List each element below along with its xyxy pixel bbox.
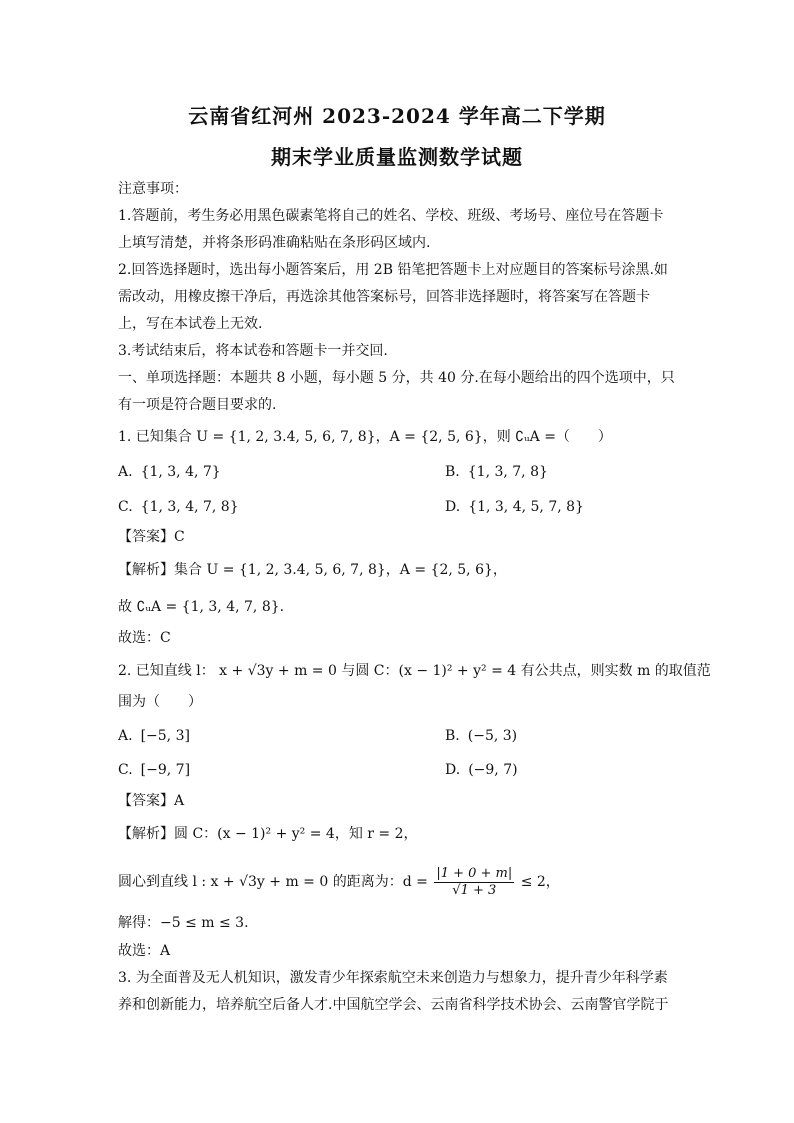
q2-option-d [445,760,518,780]
q1-option-b-label: B. [445,464,460,480]
distance-fraction-denominator: √1 + 3 [452,882,497,898]
exam-title-line1: 云南省红河州 2023-2024 学年高二下学期 [188,104,606,128]
q1-conclusion: 故选：C [118,630,171,646]
q1-answer: 【答案】C [118,529,185,545]
q1-stem: 1. 已知集合 U = {1, 2, 3.4, 5, 6, 7, 8}，A = {2, 5, 6}，则 ∁ᵤA =（ ） [118,429,612,445]
notice-heading: 注意事项： [118,181,188,197]
notice-item-2c: 上，写在本试卷上无效. [118,316,263,332]
q2-option-c [118,760,190,780]
section-heading-a: 一、单项选择题：本题共 8 小题，每小题 5 分，共 40 分.在每小题给出的四个选项中，只 [118,370,675,386]
q1-option-a-text: {1, 3, 4, 7} [140,464,221,480]
q2-answer: 【答案】A [118,793,185,809]
q1-option-b [445,462,548,482]
q1-option-c-label: C. [118,499,133,515]
q2-analysis-1: 【解析】圆 C：(x − 1)² + y² = 4，知 r = 2， [118,826,418,842]
notice-item-2b: 需改动，用橡皮擦干净后，再选涂其他答案标号，回答非选择题时，将答案写在答题卡 [118,289,650,305]
q2-option-c-label: C. [118,762,133,778]
q1-option-b-text: {1, 3, 7, 8} [467,464,548,480]
q2-option-b-label: B. [445,728,460,744]
section-heading-b: 有一项是符合题目要求的. [118,397,277,413]
q1-option-a-label: A. [118,464,133,480]
q1-option-d [445,497,584,517]
distance-fraction [434,866,514,899]
q2-option-c-text: [−9, 7] [140,762,191,778]
notice-item-1b: 上填写清楚，并将条形码准确粘贴在条形码区域内. [118,235,431,251]
q2-option-a-text: [−5, 3] [140,728,190,744]
q1-option-c [118,497,239,517]
q2-analysis-3: 解得：−5 ≤ m ≤ 3. [118,915,249,931]
q1-option-c-text: {1, 3, 4, 7, 8} [140,499,239,515]
q1-option-a [118,462,221,482]
exam-title-line2: 期末学业质量监测数学试题 [271,145,523,169]
q3-stem-b: 养和创新能力，培养航空后备人才.中国航空学会、云南省科学技术协会、云南警官学院于 [118,997,669,1013]
q2-stem-a: 2. 已知直线 l： x + √3y + m = 0 与圆 C：(x − 1)² + y² = 4 有公共点，则实数 m 的取值范 [118,663,711,679]
q2-option-a-label: A. [118,728,133,744]
q1-option-d-text: {1, 3, 4, 5, 7, 8} [468,499,584,515]
q2-option-b-text: (−5, 3) [467,728,518,744]
q2-stem-b: 围为（ ） [118,694,202,710]
q2-option-d-label: D. [445,762,461,778]
q1-option-d-label: D. [445,499,461,515]
notice-item-3: 3.考试结束后，将本试卷和答题卡一并交回. [118,343,388,359]
notice-item-1a: 1.答题前，考生务必用黑色碳素笔将自己的姓名、学校、班级、考场号、座位号在答题卡 [118,208,664,224]
q2-conclusion: 故选：A [118,943,171,959]
q1-analysis-2: 故 ∁ᵤA = {1, 3, 4, 7, 8}. [118,599,285,615]
q2-option-b [445,726,517,746]
q1-analysis-1: 【解析】集合 U = {1, 2, 3.4, 5, 6, 7, 8}，A = {2, 5, 6}， [118,562,507,578]
notice-item-2a: 2.回答选择题时，选出每小题答案后，用 2B 铅笔把答题卡上对应题目的答案标号涂黑.如 [118,262,668,278]
q2-analysis-2-suffix: ≤ 2， [520,874,560,890]
q3-stem-a: 3. 为全面普及无人机知识，激发青少年探索航空未来创造力与想象力，提升青少年科学素 [118,970,668,986]
q2-option-d-text: (−9, 7) [468,762,518,778]
distance-fraction-numerator: |1 + 0 + m| [436,865,513,881]
q2-analysis-2 [118,862,678,902]
q2-option-a [118,726,190,746]
q2-analysis-2-prefix: 圆心到直线 l : x + √3y + m = 0 的距离为：d = [118,874,428,890]
